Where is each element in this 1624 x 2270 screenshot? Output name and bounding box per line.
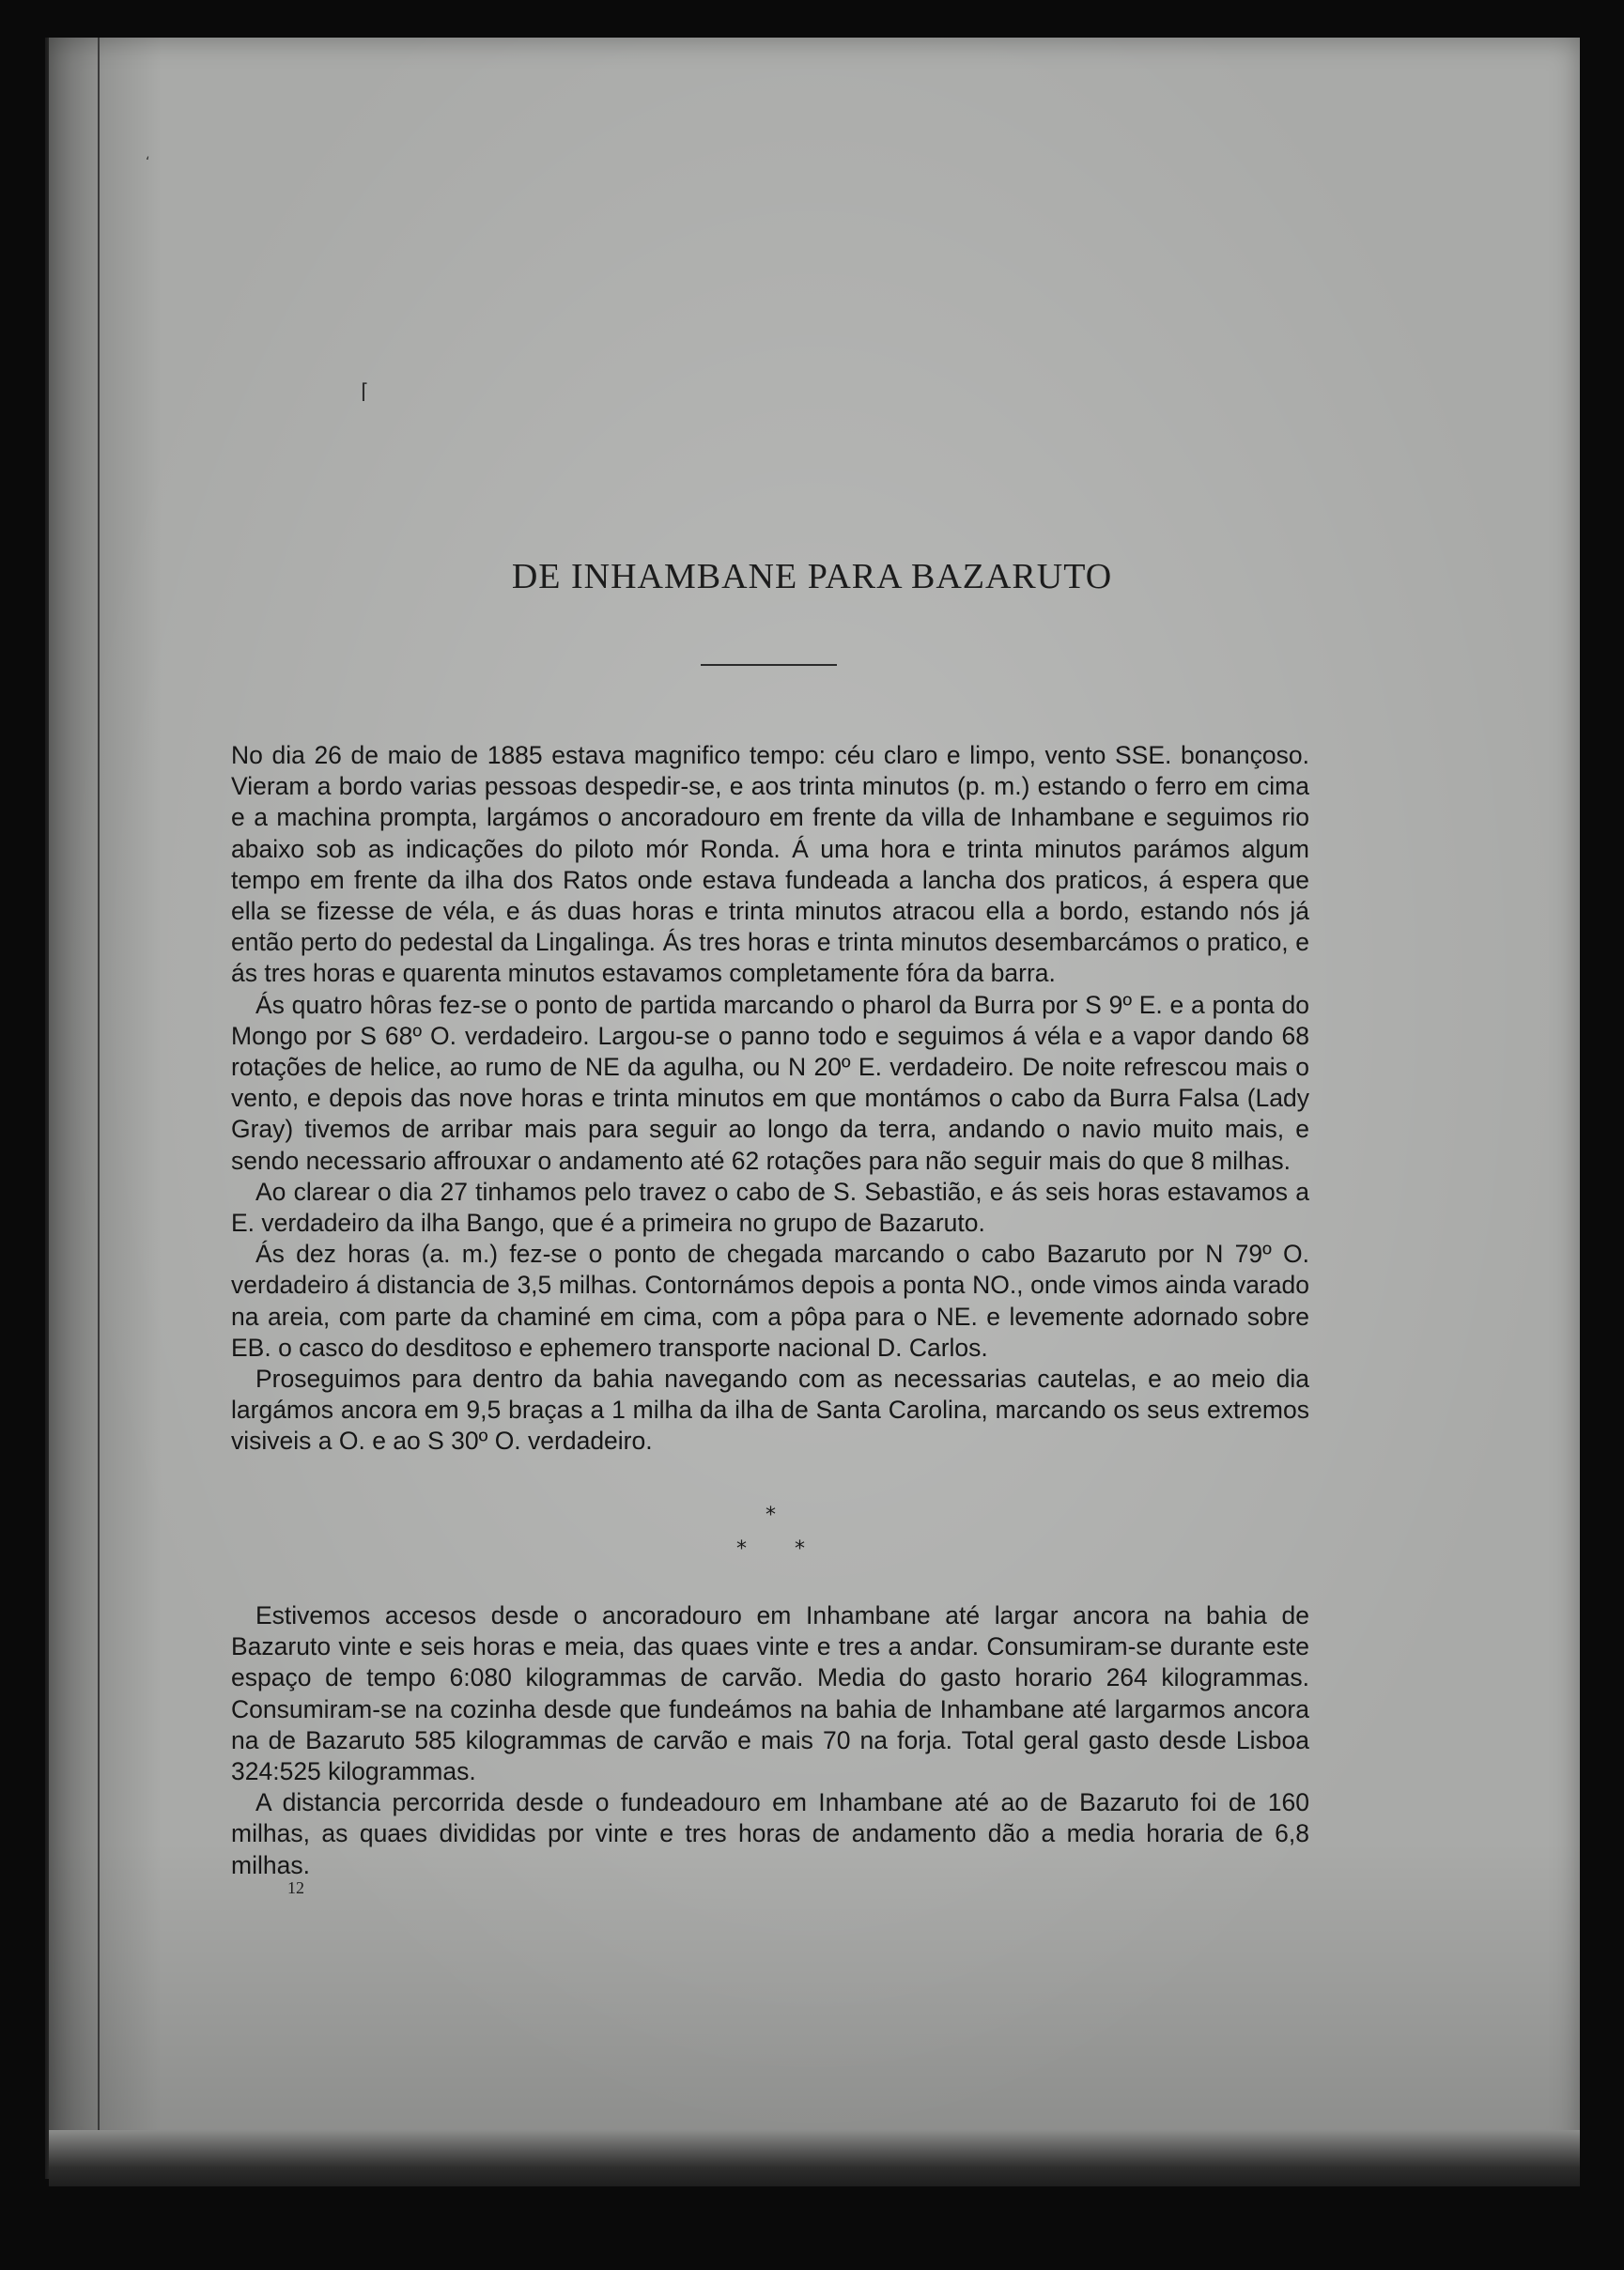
paragraph: No dia 26 de maio de 1885 estava magnifico tempo: céu claro e limpo, vento SSE. bonançoso. Vieram a bordo varias pessoas despedir-se, e aos trinta minutos (p. m.) estando o ferro em cima e a machina prompta, largámos o ancoradouro em frente da villa de Inhambane e seguimos rio abaixo sob as indicações do piloto mór Ronda. Á uma hora e trinta minutos parámos algum tempo em frente da ilha dos Ratos onde estava fundeada a lancha dos praticos, á espera que ella se fizesse de véla, e ás duas horas e trinta minutos atracou ella a bordo, estando nós já então perto do pedestal da Lingalinga. Ás tres horas e trinta minutos desembarcámos o pratico, e ás tres horas e quarenta minutos estavamos completamente fóra da barra. <box>231 741 1309 988</box>
stray-mark: ⌈ <box>361 380 369 404</box>
paragraph: Ao clarear o dia 27 tinhamos pelo travez o cabo de S. Sebastião, e ás seis horas estavamos a E. verdadeiro da ilha Bango, que é a primeira no grupo de Bazaruto. <box>231 1177 1309 1238</box>
spine-rule <box>98 38 100 2141</box>
title-divider <box>701 664 837 666</box>
section-2-text <box>231 1600 1309 1881</box>
paragraph: Ás dez horas (a. m.) fez-se o ponto de chegada marcando o cabo Bazaruto por N 79º O. verdadeiro á distancia de 3,5 milhas. Contornámos depois a ponta NO., onde vimos ainda varado na areia, com parte da chaminé em cima, com a pôpa para o NE. e levemente adornado sobre EB. o casco do desditoso e ephemero transporte nacional D. Carlos. <box>231 1240 1309 1362</box>
paragraph: A distancia percorrida desde o fundeadouro em Inhambane até ao de Bazaruto foi de 160 milhas, as quaes divididas por vinte e tres horas de andamento dão a media horaria de 6,8 milhas. <box>231 1788 1309 1879</box>
page-number: 12 <box>287 1878 304 1897</box>
page-bottom-edge <box>49 2130 1580 2186</box>
paragraph: Estivemos accesos desde o ancoradouro em Inhambane até largar ancora na bahia de Bazaruto vinte e seis horas e meia, das quaes vinte e tres a andar. Consumiram-se durante este espaço de tempo 6:080 kilogrammas de carvão. Media do gasto horario 264 kilogrammas. Consumiram-se na cozinha desde que fundeámos na bahia de Inhambane até largarmos ancora na de Bazaruto 585 kilogrammas de carvão e mais 70 na forja. Total geral gasto desde Lisboa 324:525 kilogrammas. <box>231 1601 1309 1786</box>
asterism-star: * <box>766 1504 776 1527</box>
page-title: DE INHAMBANE PARA BAZARUTO <box>511 557 1113 596</box>
section-1-text <box>231 740 1309 1458</box>
stray-mark: ‘ <box>146 155 150 170</box>
paragraph: Ás quatro hôras fez-se o ponto de partida marcando o pharol da Burra por S 9º E. e a ponta do Mongo por S 68º O. verdadeiro. Largou-se o panno todo e seguimos á véla e a vapor dando 68 rotações de helice, ao rumo de NE da agulha, ou N 20º E. verdadeiro. De noite refrescou mais o vento, e depois das nove horas e trinta minutos em que montámos o cabo da Burra Falsa (Lady Gray) tivemos de arribar mais para seguir ao longo da terra, andando o navio muito mais, e sendo necessario affrouxar o andamento até 62 rotações para não seguir mais do que 8 milhas. <box>231 990 1309 1175</box>
paragraph: Proseguimos para dentro da bahia navegando com as necessarias cautelas, e ao meio dia largámos ancora em 9,5 braças a 1 milha da ilha de Santa Carolina, marcando os seus extremos visiveis a O. e ao S 30º O. verdadeiro. <box>231 1365 1309 1456</box>
asterism-star: * <box>736 1537 747 1561</box>
asterism-separator <box>0 1504 1624 1569</box>
asterism-star: * <box>795 1537 805 1561</box>
